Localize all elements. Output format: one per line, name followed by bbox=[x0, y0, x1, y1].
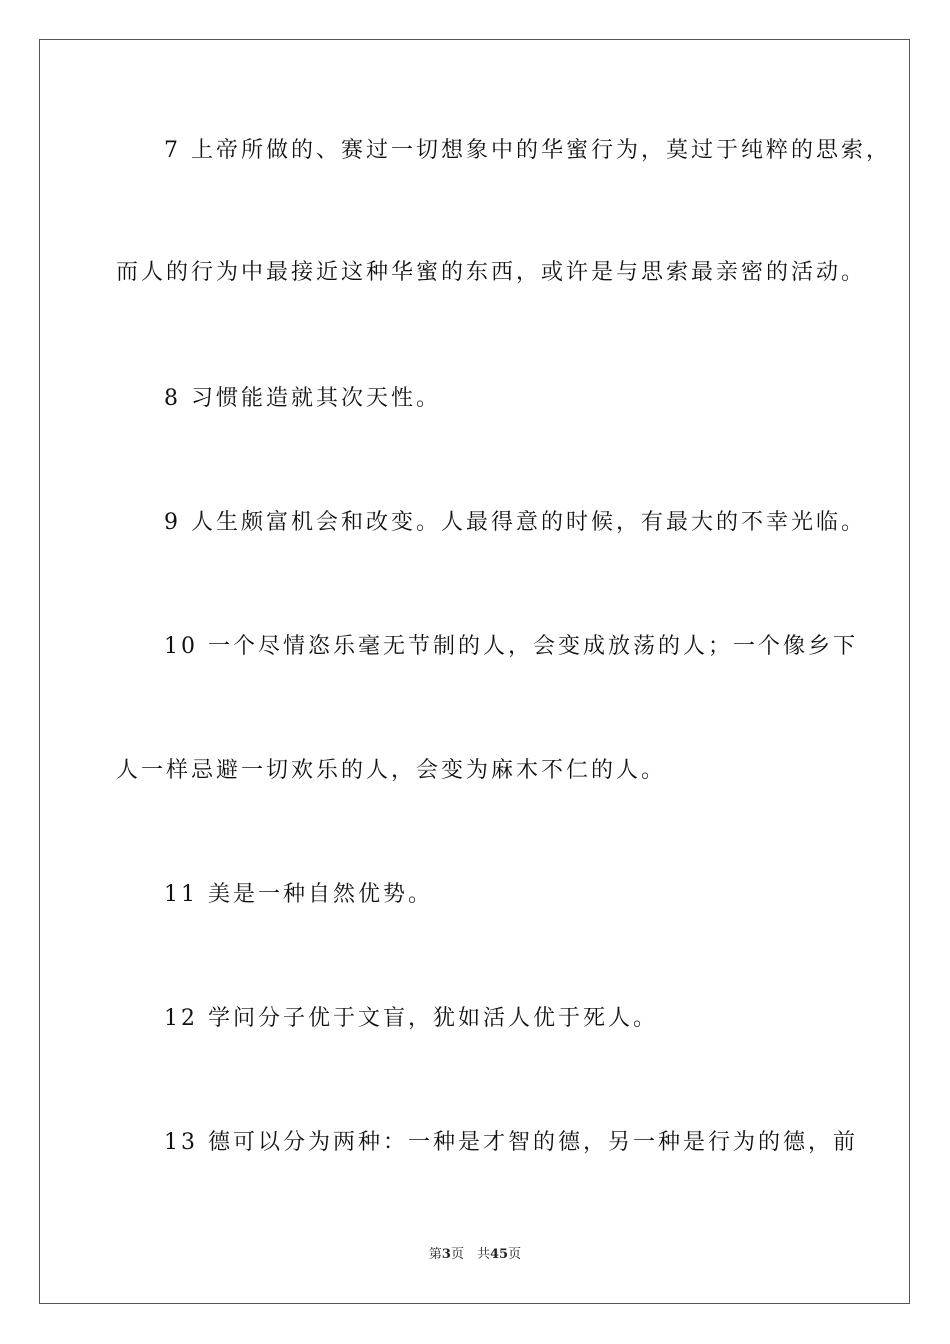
paragraph-line: 10 一个尽情恣乐毫无节制的人，会变成放荡的人；一个像乡下 bbox=[164, 634, 858, 659]
page-footer bbox=[0, 1246, 950, 1264]
footer-suffix: 页 bbox=[508, 1247, 522, 1262]
footer-prefix: 第 bbox=[428, 1247, 442, 1262]
paragraph-line: 7 上帝所做的、赛过一切想象中的华蜜行为，莫过于纯粹的思索， bbox=[164, 138, 891, 163]
paragraph-line: 而人的行为中最接近这种华蜜的东西，或许是与思索最亲密的活动。 bbox=[116, 260, 867, 285]
paragraph-line: 9 人生颇富机会和改变。人最得意的时候，有最大的不幸光临。 bbox=[164, 510, 866, 535]
footer-mid: 页 共 bbox=[450, 1247, 490, 1262]
paragraph-line: 12 学问分子优于文盲，犹如活人优于死人。 bbox=[164, 1006, 658, 1031]
paragraph-line: 13 德可以分为两种：一种是才智的德，另一种是行为的德，前 bbox=[164, 1130, 858, 1155]
current-page-number: 3 bbox=[441, 1247, 451, 1262]
page-border bbox=[39, 39, 910, 1304]
paragraph-line: 人一样忌避一切欢乐的人，会变为麻木不仁的人。 bbox=[116, 758, 667, 783]
paragraph-line: 8 习惯能造就其次天性。 bbox=[164, 386, 441, 411]
paragraph-line: 11 美是一种自然优势。 bbox=[164, 882, 433, 907]
total-page-count: 45 bbox=[489, 1247, 509, 1262]
